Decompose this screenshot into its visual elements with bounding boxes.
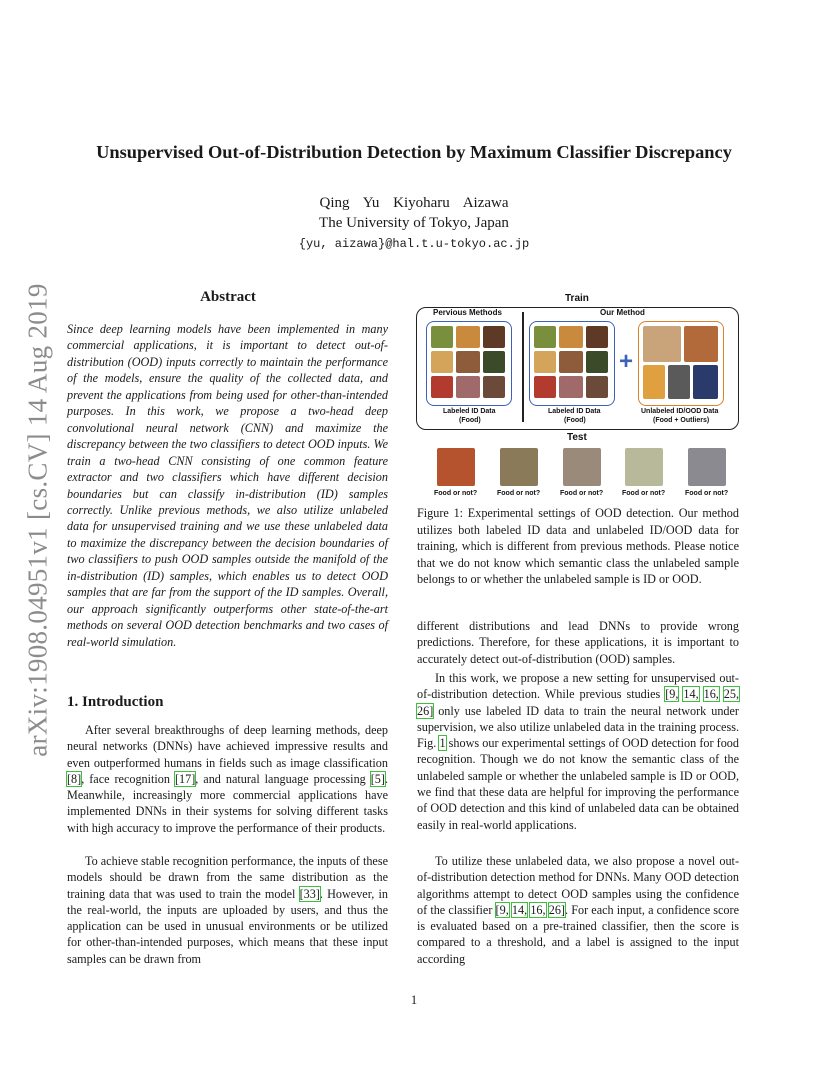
food-image	[431, 351, 453, 373]
right-paragraph-2: In this work, we propose a new setting for unsupervised out-of-distribution detection. While previous studies [9, 14, 16, 25, 26] only use labeled ID data to train the neural network under supervision, we also utilize unlabeled data in the training process. Fig. 1 shows our experimental settings of OOD detection for food recognition. Though we do not know the semantic class of the unlabeled sample or whether the unlabeled sample is ID or OOD, we find that these data are helpful for improving the performance of OOD detection and this kind of unlabeled data can be obtained easily in real-world applications.	[417, 671, 740, 832]
test-question-label: Food or not?	[622, 490, 666, 497]
our-labeled-data-frame	[529, 321, 615, 406]
paper-title: Unsupervised Out-of-Distribution Detection by Maximum Classifier Discrepancy	[96, 142, 732, 162]
food-image	[483, 351, 505, 373]
outlier-image	[668, 365, 690, 399]
food-image	[559, 351, 583, 373]
right-paragraph-3: To utilize these unlabeled data, we also propose a novel out-of-distribution detection method for DNNs. Many OOD detection algorithms attempt to detect OOD samples using the confidence of the classifier [9, 14, 16, 26]. For each input, a confidence score is evaluated based on a pre-trained classifier, then the score is compared to a threshold, and a label is assigned to the input according	[417, 854, 739, 966]
previous-labeled-sublabel: (Food)	[459, 417, 481, 424]
section-heading-introduction: 1. Introduction	[67, 694, 164, 710]
test-image-pizza	[437, 448, 475, 486]
test-image-person	[688, 448, 726, 486]
citation-link[interactable]: [17]	[174, 771, 196, 786]
arxiv-identifier: arXiv:1908.04951v1 [cs.CV] 14 Aug 2019	[22, 283, 53, 757]
figure-train-label: Train	[565, 293, 589, 304]
food-image	[456, 351, 480, 373]
citation-link[interactable]: 14,	[683, 687, 699, 702]
unlabeled-data-frame	[638, 321, 724, 406]
test-question-label: Food or not?	[434, 490, 478, 497]
food-image	[456, 376, 480, 398]
citation-link[interactable]: 16,	[703, 687, 719, 702]
outlier-image	[693, 365, 718, 399]
test-question-label: Food or not?	[560, 490, 604, 497]
figure-1-caption: Figure 1: Experimental settings of OOD detection. Our method utilizes both labeled ID data and unlabeled ID/OOD data for training, which is different from previous methods. Please notice that we do not know which semantic class the unlabeled sample belongs to or whether the unlabeled sample is ID or OOD.	[417, 506, 739, 587]
food-image	[456, 326, 480, 348]
unlabeled-sublabel: (Food + Outliers)	[653, 417, 710, 424]
test-image-dog	[625, 448, 663, 486]
our-labeled-label: Labeled ID Data	[548, 408, 601, 415]
figure-test-label: Test	[567, 432, 587, 443]
citation-link[interactable]: [9,	[495, 902, 509, 917]
citation-link[interactable]: [8]	[67, 771, 82, 786]
food-image	[431, 376, 453, 398]
plus-icon: +	[619, 348, 634, 375]
food-image	[431, 326, 453, 348]
food-image	[534, 351, 556, 373]
citation-link[interactable]: 14,	[511, 902, 528, 917]
food-image	[559, 376, 583, 398]
food-image	[483, 326, 505, 348]
our-labeled-sublabel: (Food)	[564, 417, 586, 424]
test-question-label: Food or not?	[685, 490, 729, 497]
our-method-label: Our Method	[600, 308, 645, 317]
food-image	[483, 376, 505, 398]
test-question-label: Food or not?	[497, 490, 541, 497]
test-image-soup	[500, 448, 538, 486]
intro-paragraph-2: To achieve stable recognition performance, the inputs of these models should be drawn from the same distribution as the training data that was used to train the model [33]. However, in the real-world, the inputs are uploaded by users, and thus the application can be used in unusual environments or be utilized for other-than-intended purposes, which means that these input samples can be drawn from	[67, 854, 388, 966]
abstract-text: Since deep learning models have been implemented in many commercial applications, it is important to detect out-of-distribution (OOD) inputs correctly to maintain the performance of the models, ensure the quality of the collected data, and prevent the applications from being used for other-than-intended purposes. In this work, we propose a two-head deep convolutional neural network (CNN) and maximize the discrepancy between the two classifiers to detect OOD inputs. We train a two-head CNN consisting of one common feature extractor and two classifiers which have different decision boundaries but can classify in-distribution (ID) samples correctly. Unlike previous methods, we also utilize unlabeled data for unsupervised training and we use these unlabeled data to maximize the discrepancy between the decision boundaries of two classifiers to push OOD samples outside the manifold of the in-distribution (ID) samples, which enables us to detect OOD samples that are far from the support of the ID samples. Overall, our approach significantly outperforms other state-of-the-art methods on several OOD detection benchmarks and two cases of real-world simulation.	[67, 322, 388, 649]
citation-link[interactable]: 26]	[548, 902, 565, 917]
citation-link[interactable]: [5]	[370, 771, 385, 786]
paper-authors: Qing Yu Kiyoharu Aizawa	[319, 195, 509, 211]
test-image-cat	[563, 448, 601, 486]
citation-link[interactable]: [9,	[665, 687, 679, 702]
citation-link[interactable]: 16,	[530, 902, 546, 917]
intro-paragraph-1: After several breakthroughs of deep learning methods, deep neural networks (DNNs) have achieved impressive results and even outperformed humans in fields such as image classification [8], face recognition [17], and natural language processing [5]. Meanwhile, increasingly more commercial applications have implemented DNNs in their systems for solving different tasks with high accuracy to improve the performance of their products.	[67, 723, 388, 835]
food-image	[586, 376, 608, 398]
abstract-heading: Abstract	[200, 289, 256, 305]
figure-1	[415, 290, 741, 502]
previous-labeled-data-frame	[426, 321, 512, 406]
unlabeled-label: Unlabeled ID/OOD Data	[641, 408, 719, 415]
food-image	[534, 376, 556, 398]
food-image	[684, 326, 718, 362]
food-image	[586, 351, 608, 373]
arxiv-sidebar	[18, 280, 58, 760]
citation-link[interactable]: 25,	[723, 687, 740, 702]
citation-link[interactable]: [33]	[299, 886, 320, 901]
food-image	[559, 326, 583, 348]
food-image	[534, 326, 556, 348]
citation-link[interactable]: 26]	[417, 703, 434, 718]
outlier-image	[643, 326, 681, 362]
previous-labeled-label: Labeled ID Data	[443, 408, 496, 415]
paper-affiliation: The University of Tokyo, Japan	[319, 215, 509, 231]
page-number: 1	[410, 993, 418, 1007]
previous-methods-label: Pervious Methods	[433, 308, 502, 317]
figure-divider	[522, 312, 524, 422]
food-image	[643, 365, 665, 399]
food-image	[586, 326, 608, 348]
figure-reference-link[interactable]: 1	[439, 736, 446, 751]
paper-email: {yu, aizawa}@hal.t.u-tokyo.ac.jp	[298, 237, 530, 251]
right-paragraph-1: different distributions and lead DNNs to provide wrong predictions. Therefore, for these applications, it is important to accurately detect out-of-distribution (OOD) samples.	[417, 619, 739, 666]
